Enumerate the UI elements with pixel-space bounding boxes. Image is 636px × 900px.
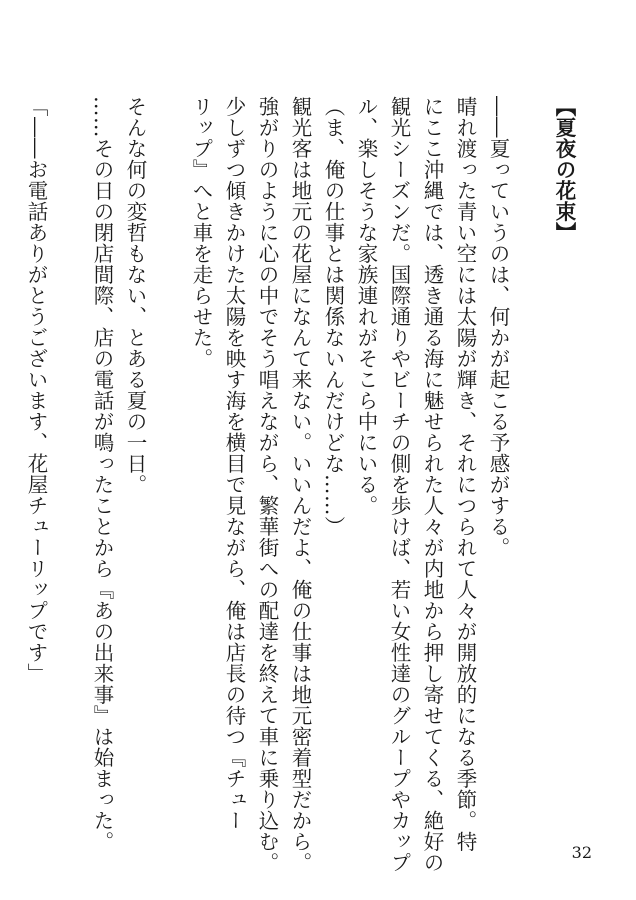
text-line: 晴れ渡った青い空には太陽が輝き、それにつられて人々が開放的になる季節。特 (453, 96, 477, 852)
blank-line (514, 96, 547, 816)
text-line: リップ』へと車を走らせた。 (189, 96, 213, 369)
vertical-text-body (20, 96, 580, 873)
text-line: ル、楽しそうな家族連れがそこら中にいる。 (354, 96, 378, 516)
section-heading: 【夏夜の花束】 (552, 96, 576, 243)
blank-line (151, 96, 184, 816)
text-line: （ま、俺の仕事とは関係ないんだけどな……） (321, 96, 345, 537)
text-line: 少しずつ傾きかけた太陽を映す海を横目で見ながら、俺は店長の待つ『チュー (222, 96, 246, 831)
text-line: そんな何の変哲もない、とある夏の一日。 (123, 96, 147, 495)
text-line: ――夏っていうのは、何かが起こる予感がする。 (486, 96, 510, 558)
text-line: 観光シーズンだ。国際通りやビーチの側を歩けば、若い女性達のグループやカップ (387, 96, 411, 873)
text-line: 「――お電話ありがとうございます、花屋チューリップです」 (24, 96, 48, 684)
page-number: 32 (571, 843, 592, 862)
text-line: にここ沖縄では、透き通る海に魅せられた人々が内地から押し寄せてくる、絶好の (420, 96, 444, 873)
blank-line (52, 96, 85, 816)
text-line: 強がりのように心の中でそう唱えながら、繁華街への配達を終えて車に乗り込む。 (255, 96, 279, 873)
text-line: ……その日の閉店間際、店の電話が鳴ったことから『あの出来事』は始まった。 (90, 96, 114, 852)
text-line: 観光客は地元の花屋になんて来ない。いいんだよ、俺の仕事は地元密着型だから。 (288, 96, 312, 873)
